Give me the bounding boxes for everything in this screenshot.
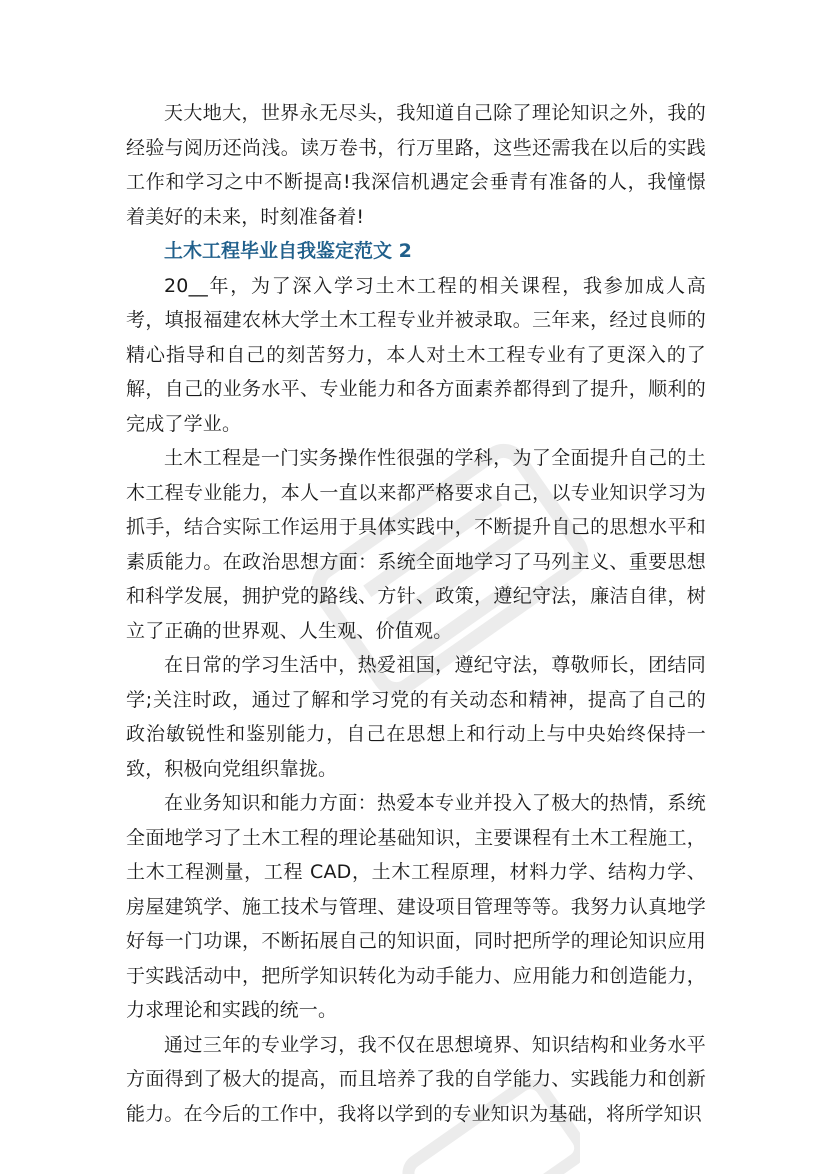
document-body [126,96,706,1131]
paragraph-political: 土木工程是一门实务操作性很强的学科，为了全面提升自己的土木工程专业能力，本人一直以来都严格要求自己，以专业知识学习为抓手，结合实际工作运用于具体实践中，不断提升自己的思想水平和素质能力。在政治思想方面：系统全面地学习了马列主义、重要思想和科学发展，拥护党的路线、方针、政策，遵纪守法，廉洁自律，树立了正确的世界观、人生观、价值观。 [126,447,706,642]
paragraph-professional: 在业务知识和能力方面：热爱本专业并投入了极大的热情，系统全面地学习了土木工程的理论基础知识，主要课程有土木工程施工，土木工程测量，工程 CAD，土木工程原理，材料力学、结构力学、房屋建筑学、施工技术与管理、建设项目管理等等。我努力认真地学好每一门功课，不断拓展自己的知识面，同时把所学的理论知识应用于实践活动中，把所学知识转化为动手能力、应用能力和创造能力，力求理论和实践的统一。 [126,792,706,1021]
paragraph-intro: 20__年，为了深入学习土木工程的相关课程，我参加成人高考，填报福建农林大学土木工程专业并被录取。三年来，经过良师的精心指导和自己的刻苦努力，本人对土木工程专业有了更深入的了解，自己的业务水平、专业能力和各方面素养都得到了提升，顺利的完成了学业。 [126,274,706,435]
paragraph-daily-life: 在日常的学习生活中，热爱祖国，遵纪守法，尊敬师长，团结同学;关注时政，通过了解和学习党的有关动态和精神，提高了自己的政治敏锐性和鉴别能力，自己在思想上和行动上与中央始终保持一致，积极向党组织靠拢。 [126,654,706,780]
section-heading: 土木工程毕业自我鉴定范文 2 [164,240,412,262]
paragraph-closing-previous: 天大地大，世界永无尽头，我知道自己除了理论知识之外，我的经验与阅历还尚浅。读万卷书，行万里路，这些还需我在以后的实践工作和学习之中不断提高!我深信机遇定会垂青有准备的人，我憧憬着美好的未来，时刻准备着! [126,102,706,228]
paragraph-summary: 通过三年的专业学习，我不仅在思想境界、知识结构和业务水平方面得到了极大的提高，而且培养了我的自学能力、实践能力和创新能力。在今后的工作中，我将以学到的专业知识为基础，将所学知识 [126,1033,706,1125]
